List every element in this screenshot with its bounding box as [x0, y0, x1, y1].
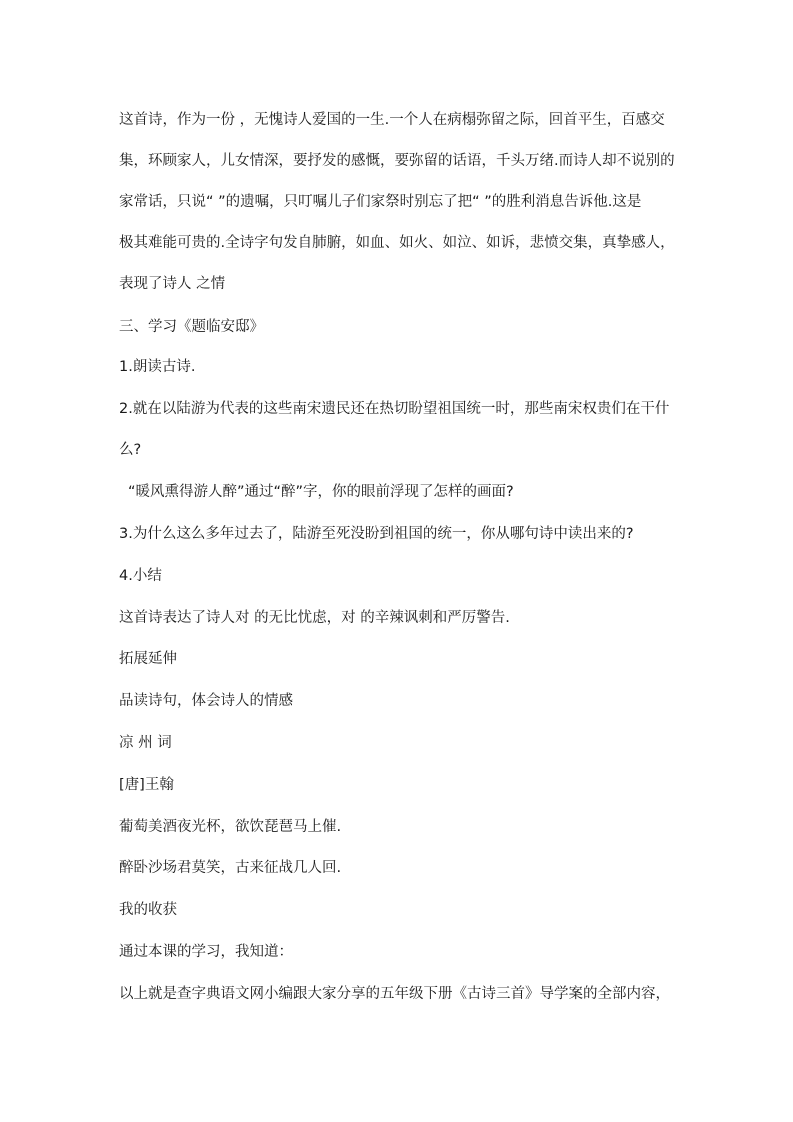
paragraph-line-2: 集，环顾家人，儿女情深，要抒发的感慨，要弥留的话语，千头万绪.而诗人却不说别的	[119, 153, 675, 169]
poem-line-2: 醉卧沙场君莫笑，古来征战几人回.	[119, 860, 342, 876]
poem-line-1: 葡萄美酒夜光杯，欲饮琵琶马上催.	[119, 819, 342, 835]
paragraph-line-3: 家常话，只说“ ”的遗嘱，只叮嘱儿子们家祭时别忘了把“ ”的胜利消息告诉他.这是	[119, 194, 642, 210]
step-1: 1.朗读古诗.	[119, 359, 196, 375]
paragraph-line-5: 表现了诗人 之情	[119, 276, 226, 292]
step-2-line-2: 么?	[119, 442, 142, 458]
poem-title: 凉 州 词	[119, 735, 172, 751]
extension-heading: 拓展延伸	[119, 651, 177, 667]
harvest-prompt: 通过本课的学习，我知道：	[119, 944, 293, 960]
step-3: 3.为什么这么多年过去了，陆游至死没盼到祖国的统一，你从哪句诗中读出来的?	[119, 526, 634, 542]
harvest-heading: 我的收获	[119, 902, 177, 918]
step-2-line-1: 2.就在以陆游为代表的这些南宋遗民还在热切盼望祖国统一时，那些南宋权贵们在干什	[119, 401, 670, 417]
closing-line: 以上就是查字典语文网小编跟大家分享的五年级下册《古诗三首》导学案的全部内容，	[119, 986, 670, 1002]
section-heading: 三、学习《题临安邸》	[119, 319, 264, 335]
paragraph-line-4: 极其难能可贵的.全诗字句发自肺腑，如血、如火、如泣、如诉，悲愤交集，真挚感人，	[119, 235, 675, 251]
summary: 这首诗表达了诗人对 的无比忧虑，对 的辛辣讽刺和严厉警告.	[119, 610, 510, 626]
poem-author: [唐]王翰	[119, 777, 174, 793]
extension-prompt: 品读诗句，体会诗人的情感	[119, 693, 293, 709]
step-4: 4.小结	[119, 568, 162, 584]
step-2-quote: “暖风熏得游人醉”通过“醉”字，你的眼前浮现了怎样的画面?	[128, 484, 514, 500]
paragraph-line-1: 这首诗，作为一份 ，无愧诗人爱国的一生.一个人在病榻弥留之际，回首平生，百感交	[119, 112, 665, 128]
